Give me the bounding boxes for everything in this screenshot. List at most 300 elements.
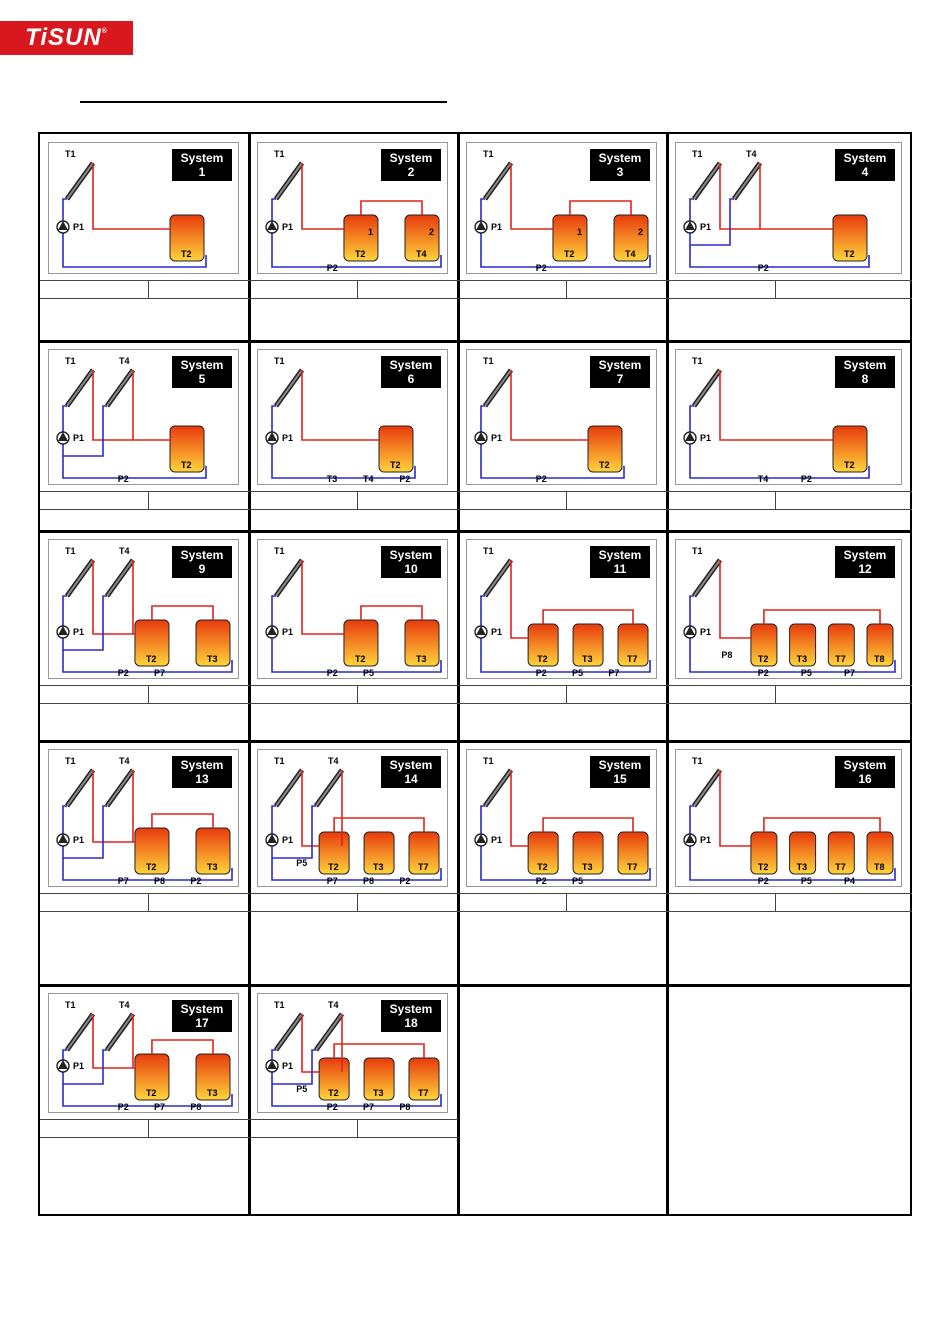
grid-row-divider xyxy=(40,984,910,987)
solar-collector-icon xyxy=(276,770,302,806)
brand-logo xyxy=(0,21,133,55)
sensor-label: P1 xyxy=(282,433,294,443)
sensor-label: T1 xyxy=(483,356,494,366)
cell-rule xyxy=(249,509,458,510)
pump-icon xyxy=(684,626,696,638)
sensor-label: T1 xyxy=(65,149,76,159)
system-diagram-13 xyxy=(48,749,239,887)
system-badge-title: System xyxy=(598,548,642,562)
system-badge xyxy=(381,756,441,788)
cell-rule xyxy=(148,893,149,911)
grid-column-divider xyxy=(248,134,251,1214)
solar-collector-icon xyxy=(485,370,511,406)
system-badge-number: 8 xyxy=(861,372,869,386)
sensor-label: T7 xyxy=(418,862,429,872)
sensor-label: T7 xyxy=(418,1088,429,1098)
cell-rule xyxy=(148,280,149,298)
system-badge-number: 7 xyxy=(616,372,624,386)
pump-icon xyxy=(684,432,696,444)
sensor-label: P1 xyxy=(700,433,712,443)
sensor-label: T2 xyxy=(354,249,366,259)
system-badge-number: 15 xyxy=(613,772,627,786)
sensor-label: T7 xyxy=(835,862,846,872)
sensor-label: P2 xyxy=(535,474,547,484)
cell-rule xyxy=(667,685,912,686)
cell-rule xyxy=(566,491,567,509)
system-badge-number: 14 xyxy=(404,772,418,786)
solar-collector-icon xyxy=(276,370,302,406)
sensor-label: T1 xyxy=(483,756,494,766)
sensor-label: T1 xyxy=(483,546,494,556)
cell-rule xyxy=(667,491,912,492)
sensor-label: T7 xyxy=(627,862,638,872)
sensor-label: P2 xyxy=(326,263,338,273)
sensor-label: P1 xyxy=(282,1061,294,1071)
system-badge xyxy=(381,546,441,578)
sensor-label: T4 xyxy=(119,756,130,766)
sensor-label: P8 xyxy=(399,1102,411,1112)
cell-rule xyxy=(566,685,567,703)
sensor-label: P2 xyxy=(117,474,129,484)
pump-icon xyxy=(57,626,69,638)
sensor-label: P8 xyxy=(721,650,733,660)
sensor-label: T2 xyxy=(599,460,610,470)
sensor-label: P2 xyxy=(117,668,129,678)
system-badge-number: 2 xyxy=(407,165,415,179)
system-badge-title: System xyxy=(180,358,224,372)
sensor-label: P7 xyxy=(117,876,129,886)
system-badge-number: 6 xyxy=(407,372,415,386)
sensor-label: P1 xyxy=(700,222,712,232)
cell-rule xyxy=(566,280,567,298)
cell-rule xyxy=(458,298,667,299)
sensor-label: 2 xyxy=(429,227,435,237)
solar-collector-icon xyxy=(485,770,511,806)
sensor-label: T1 xyxy=(65,356,76,366)
sensor-label: T1 xyxy=(274,546,285,556)
system-badge xyxy=(835,149,895,181)
cell-rule xyxy=(40,509,249,510)
sensor-label: P2 xyxy=(535,263,547,273)
sensor-label: P1 xyxy=(73,433,85,443)
sensor-label: T1 xyxy=(692,756,703,766)
pump-icon xyxy=(475,221,487,233)
sensor-label: T2 xyxy=(844,460,855,470)
system-diagram-8 xyxy=(675,349,902,485)
cell-rule xyxy=(458,280,667,281)
cell-rule xyxy=(667,703,912,704)
system-badge xyxy=(835,546,895,578)
sensor-label: T3 xyxy=(416,654,427,664)
sensor-label: T4 xyxy=(119,1000,130,1010)
cell-rule xyxy=(249,893,458,894)
cell-rule xyxy=(566,893,567,911)
system-diagram-16 xyxy=(675,749,902,887)
system-badge-number: 3 xyxy=(616,165,624,179)
sensor-label: T1 xyxy=(65,756,76,766)
cell-rule xyxy=(249,911,458,912)
solar-collector-icon xyxy=(67,770,93,806)
grid-row-divider xyxy=(40,340,910,343)
system-badge-number: 5 xyxy=(198,372,206,386)
sensor-label: P2 xyxy=(117,1102,129,1112)
cell-rule xyxy=(667,893,912,894)
sensor-label: T3 xyxy=(796,862,808,872)
cell-rule xyxy=(357,491,358,509)
system-badge xyxy=(381,1000,441,1032)
cell-rule xyxy=(40,893,249,894)
solar-collector-icon xyxy=(107,770,133,806)
system-badge-number: 13 xyxy=(195,772,209,786)
sensor-label: T8 xyxy=(874,862,885,872)
sensor-label: T3 xyxy=(582,862,593,872)
solar-collector-icon xyxy=(67,560,93,596)
solar-collector-icon xyxy=(694,560,720,596)
sensor-label: T8 xyxy=(874,654,885,664)
cell-rule xyxy=(40,491,249,492)
sensor-label: T2 xyxy=(390,460,401,470)
system-badge-title: System xyxy=(180,1002,224,1016)
system-diagram-3 xyxy=(466,142,657,274)
sensor-label: T1 xyxy=(692,356,703,366)
cell-rule xyxy=(458,509,667,510)
system-badge-number: 12 xyxy=(858,562,872,576)
sensor-label: T2 xyxy=(354,654,366,664)
solar-collector-icon xyxy=(107,560,133,596)
pump-icon xyxy=(266,1060,278,1072)
solar-collector-icon xyxy=(734,163,760,199)
system-diagram-1 xyxy=(48,142,239,274)
solar-collector-icon xyxy=(694,770,720,806)
grid-row-divider xyxy=(40,530,910,533)
sensor-label: P7 xyxy=(363,1102,375,1112)
system-badge xyxy=(381,356,441,388)
sensor-label: P2 xyxy=(399,474,411,484)
sensor-label: T3 xyxy=(373,862,384,872)
sensor-label: P1 xyxy=(282,627,294,637)
system-diagram-18 xyxy=(257,993,448,1113)
system-badge-number: 10 xyxy=(404,562,418,576)
sensor-label: P8 xyxy=(190,1102,202,1112)
cell-rule xyxy=(40,280,249,281)
system-diagram-17 xyxy=(48,993,239,1113)
sensor-label: T2 xyxy=(328,1088,339,1098)
system-diagram-9 xyxy=(48,539,239,679)
sensor-label: T2 xyxy=(757,862,769,872)
cell-rule xyxy=(249,280,458,281)
system-badge xyxy=(172,756,232,788)
sensor-label: T3 xyxy=(582,654,593,664)
sensor-label: P2 xyxy=(326,668,338,678)
pump-icon xyxy=(266,221,278,233)
sensor-label: T4 xyxy=(625,249,636,259)
cell-rule xyxy=(357,280,358,298)
system-badge-title: System xyxy=(389,358,433,372)
cell-rule xyxy=(249,703,458,704)
sensor-label: T2 xyxy=(181,249,192,259)
sensor-label: P1 xyxy=(491,433,503,443)
sensor-label: P1 xyxy=(282,835,294,845)
solar-collector-icon xyxy=(485,560,511,596)
sensor-label: P1 xyxy=(491,835,503,845)
system-badge xyxy=(172,1000,232,1032)
sensor-label: T2 xyxy=(537,862,548,872)
system-badge-title: System xyxy=(389,151,433,165)
solar-collector-icon xyxy=(316,770,342,806)
system-badge-number: 9 xyxy=(198,562,206,576)
sensor-label: T1 xyxy=(274,756,285,766)
system-badge-title: System xyxy=(389,548,433,562)
cell-rule xyxy=(40,1137,249,1138)
system-overview-grid xyxy=(38,132,912,1216)
system-diagram-10 xyxy=(257,539,448,679)
system-badge-number: 11 xyxy=(613,562,627,576)
cell-rule xyxy=(40,911,249,912)
grid-column-divider xyxy=(457,134,460,1214)
solar-collector-icon xyxy=(694,163,720,199)
cell-rule xyxy=(249,1119,458,1120)
solar-collector-icon xyxy=(276,1014,302,1050)
system-badge-title: System xyxy=(843,358,887,372)
cell-rule xyxy=(667,911,912,912)
sensor-label: T2 xyxy=(145,1088,157,1098)
cell-rule xyxy=(249,1137,458,1138)
system-diagram-11 xyxy=(466,539,657,679)
grid-row-divider xyxy=(40,740,910,743)
system-badge-title: System xyxy=(180,151,224,165)
sensor-label: T4 xyxy=(119,356,130,366)
cell-rule xyxy=(667,509,912,510)
solar-collector-icon xyxy=(107,1014,133,1050)
system-badge-title: System xyxy=(598,358,642,372)
cell-rule xyxy=(775,491,776,509)
sensor-label: T3 xyxy=(207,862,218,872)
cell-rule xyxy=(148,491,149,509)
solar-collector-icon xyxy=(67,1014,93,1050)
sensor-label: P7 xyxy=(608,668,620,678)
cell-rule xyxy=(667,298,912,299)
sensor-label: P5 xyxy=(363,668,375,678)
sensor-label: T1 xyxy=(274,149,285,159)
system-diagram-14 xyxy=(257,749,448,887)
sensor-label: P7 xyxy=(154,668,166,678)
system-badge-number: 18 xyxy=(404,1016,418,1030)
sensor-label: T4 xyxy=(328,756,339,766)
cell-rule xyxy=(458,911,667,912)
pump-icon xyxy=(57,432,69,444)
sensor-label: T3 xyxy=(326,474,338,484)
pump-icon xyxy=(266,834,278,846)
sensor-label: P1 xyxy=(73,1061,85,1071)
solar-collector-icon xyxy=(107,370,133,406)
sensor-label: T2 xyxy=(757,654,769,664)
cell-rule xyxy=(40,703,249,704)
system-diagram-6 xyxy=(257,349,448,485)
sensor-label: P7 xyxy=(154,1102,166,1112)
cell-rule xyxy=(357,685,358,703)
system-diagram-15 xyxy=(466,749,657,887)
cell-rule xyxy=(775,685,776,703)
grid-column-divider xyxy=(666,134,669,1214)
sensor-label: P1 xyxy=(491,222,503,232)
pump-icon xyxy=(266,432,278,444)
pump-icon xyxy=(475,834,487,846)
cell-rule xyxy=(775,893,776,911)
sensor-label: T1 xyxy=(692,149,703,159)
cell-rule xyxy=(458,685,667,686)
sensor-label: P2 xyxy=(757,263,769,273)
system-badge-title: System xyxy=(843,151,887,165)
pump-icon xyxy=(57,834,69,846)
solar-collector-icon xyxy=(67,163,93,199)
system-badge-number: 17 xyxy=(195,1016,209,1030)
cell-rule xyxy=(667,280,912,281)
sensor-label: P5 xyxy=(800,876,812,886)
sensor-label: P4 xyxy=(843,876,855,886)
pump-icon xyxy=(684,221,696,233)
sensor-label: P2 xyxy=(800,474,812,484)
sensor-label: T3 xyxy=(207,654,218,664)
system-diagram-12 xyxy=(675,539,902,679)
system-diagram-4 xyxy=(675,142,902,274)
sensor-label: T2 xyxy=(145,862,157,872)
sensor-label: P1 xyxy=(73,835,85,845)
system-badge xyxy=(172,546,232,578)
pump-icon xyxy=(684,834,696,846)
sensor-label: T1 xyxy=(274,1000,285,1010)
sensor-label: T4 xyxy=(416,249,427,259)
sensor-label: P5 xyxy=(296,1084,308,1094)
title-underline xyxy=(80,101,447,103)
solar-collector-icon xyxy=(276,163,302,199)
cell-rule xyxy=(775,280,776,298)
sensor-label: T2 xyxy=(563,249,575,259)
system-badge xyxy=(590,756,650,788)
cell-rule xyxy=(357,1119,358,1137)
system-badge-number: 4 xyxy=(861,165,869,179)
sensor-label: P2 xyxy=(535,876,547,886)
sensor-label: T4 xyxy=(757,474,769,484)
cell-rule xyxy=(458,893,667,894)
sensor-label: T2 xyxy=(328,862,339,872)
system-badge-title: System xyxy=(180,758,224,772)
system-badge-title: System xyxy=(843,758,887,772)
system-badge xyxy=(381,149,441,181)
sensor-label: P5 xyxy=(572,668,584,678)
system-badge-number: 16 xyxy=(858,772,872,786)
sensor-label: T7 xyxy=(835,654,846,664)
sensor-label: T3 xyxy=(373,1088,384,1098)
system-badge-title: System xyxy=(598,151,642,165)
sensor-label: T1 xyxy=(65,546,76,556)
cell-rule xyxy=(148,1119,149,1137)
system-diagram-7 xyxy=(466,349,657,485)
sensor-label: P2 xyxy=(190,876,202,886)
sensor-label: T3 xyxy=(796,654,808,664)
pump-icon xyxy=(57,1060,69,1072)
cell-rule xyxy=(249,685,458,686)
sensor-label: P2 xyxy=(399,876,411,886)
sensor-label: T4 xyxy=(328,1000,339,1010)
sensor-label: 1 xyxy=(576,227,582,237)
sensor-label: P5 xyxy=(296,858,308,868)
solar-collector-icon xyxy=(67,370,93,406)
cell-rule xyxy=(458,491,667,492)
sensor-label: T2 xyxy=(181,460,192,470)
sensor-label: P8 xyxy=(154,876,166,886)
cell-rule xyxy=(357,893,358,911)
system-badge xyxy=(590,546,650,578)
sensor-label: P1 xyxy=(73,627,85,637)
cell-rule xyxy=(40,1119,249,1120)
sensor-label: P1 xyxy=(73,222,85,232)
sensor-label: T4 xyxy=(363,474,374,484)
sensor-label: 2 xyxy=(638,227,644,237)
logo-text: TiSUN® xyxy=(25,24,108,51)
system-badge-title: System xyxy=(180,548,224,562)
sensor-label: T7 xyxy=(627,654,638,664)
system-badge xyxy=(172,356,232,388)
solar-collector-icon xyxy=(276,560,302,596)
system-badge-title: System xyxy=(389,758,433,772)
pump-icon xyxy=(475,432,487,444)
sensor-label: T2 xyxy=(537,654,548,664)
system-badge-title: System xyxy=(389,1002,433,1016)
sensor-label: T1 xyxy=(692,546,703,556)
cell-rule xyxy=(249,298,458,299)
system-diagram-5 xyxy=(48,349,239,485)
system-badge xyxy=(835,756,895,788)
sensor-label: T3 xyxy=(207,1088,218,1098)
sensor-label: T1 xyxy=(483,149,494,159)
sensor-label: P2 xyxy=(535,668,547,678)
solar-collector-icon xyxy=(694,370,720,406)
pump-icon xyxy=(266,626,278,638)
sensor-label: T2 xyxy=(145,654,157,664)
sensor-label: 1 xyxy=(367,227,373,237)
system-badge xyxy=(590,149,650,181)
sensor-label: P7 xyxy=(843,668,855,678)
sensor-label: T1 xyxy=(65,1000,76,1010)
system-badge-title: System xyxy=(843,548,887,562)
sensor-label: T4 xyxy=(119,546,130,556)
cell-rule xyxy=(40,298,249,299)
sensor-label: P1 xyxy=(700,835,712,845)
system-badge-title: System xyxy=(598,758,642,772)
sensor-label: T2 xyxy=(844,249,855,259)
sensor-label: P2 xyxy=(757,668,769,678)
sensor-label: T4 xyxy=(746,149,757,159)
cell-rule xyxy=(249,491,458,492)
sensor-label: P5 xyxy=(800,668,812,678)
system-badge xyxy=(835,356,895,388)
solar-collector-icon xyxy=(485,163,511,199)
sensor-label: P1 xyxy=(491,627,503,637)
sensor-label: T1 xyxy=(274,356,285,366)
system-badge xyxy=(172,149,232,181)
system-badge xyxy=(590,356,650,388)
pump-icon xyxy=(57,221,69,233)
cell-rule xyxy=(458,703,667,704)
sensor-label: P8 xyxy=(363,876,375,886)
sensor-label: P5 xyxy=(572,876,584,886)
system-diagram-2 xyxy=(257,142,448,274)
sensor-label: P2 xyxy=(326,1102,338,1112)
sensor-label: P1 xyxy=(282,222,294,232)
sensor-label: P1 xyxy=(700,627,712,637)
cell-rule xyxy=(148,685,149,703)
system-badge-number: 1 xyxy=(198,165,206,179)
